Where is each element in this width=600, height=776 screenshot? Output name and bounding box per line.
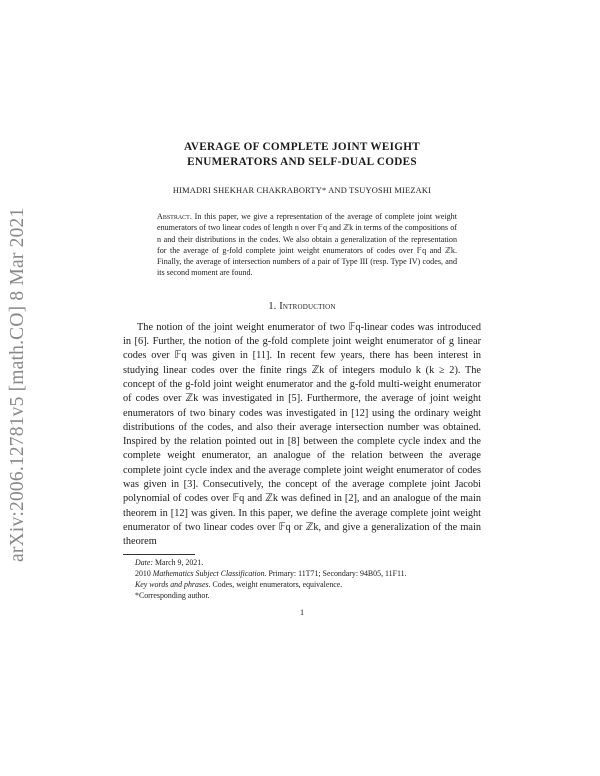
footnote-rule bbox=[123, 554, 195, 555]
title-line-1: AVERAGE OF COMPLETE JOINT WEIGHT bbox=[183, 141, 421, 153]
paper-title bbox=[123, 140, 481, 170]
section-number: 1. bbox=[268, 300, 277, 312]
keywords-value: Codes, weight enumerators, equivalence. bbox=[212, 579, 343, 589]
date-value: March 9, 2021. bbox=[154, 557, 204, 567]
title-line-2: ENUMERATORS AND SELF-DUAL CODES bbox=[187, 156, 417, 168]
msc-year: 2010 bbox=[135, 568, 151, 578]
msc-value: Primary: 11T71; Secondary: 94B05, 11F11. bbox=[268, 568, 407, 578]
msc-label: Mathematics Subject Classification. bbox=[152, 568, 267, 578]
arxiv-identifier: arXiv:2006.12781v5 [math.CO] 8 Mar 2021 bbox=[7, 207, 28, 562]
section-title: Introduction bbox=[279, 300, 336, 312]
footnote-keywords bbox=[123, 579, 481, 590]
body-paragraph: The notion of the joint weight enumerator of two 𝔽q-linear codes was introduced in [6]. Further, the notion of the g-fold complete joint weight enumerator of g linear codes over 𝔽q was given in [11]. In recent few years, there has been interest in studying linear codes over the finite rings ℤk of integers modulo k (k ≥ 2). The concept of the g-fold joint weight enumerator and the g-fold multi-weight enumerator of codes over ℤk was investigated in [5]. Furthermore, the average of joint weight enumerators of two binary codes was investigated in [12] using the ordinary weight distributions of the codes, and also their average intersection number was obtained. Inspired by the relation pointed out in [8] between the complete cycle index and the complete weight enumerator, an analogue of the relation between the average complete joint cycle index and the average complete joint weight enumerator of codes was given in [3]. Consecutively, the concept of the average complete joint Jacobi polynomial of codes over 𝔽q and ℤk was defined in [2], and an analogue of the main theorem in [12] was given. In this paper, we define the average complete joint weight enumerator of two linear codes over 𝔽q or ℤk, and give a generalization of the main theorem bbox=[123, 321, 481, 548]
footnote-date bbox=[123, 557, 481, 568]
paper-page bbox=[123, 140, 481, 617]
page-number: 1 bbox=[299, 607, 305, 617]
footnotes bbox=[123, 557, 481, 601]
footnote-msc bbox=[123, 568, 481, 579]
paper-authors: HIMADRI SHEKHAR CHAKRABORTY* AND TSUYOSHI MIEZAKI bbox=[172, 186, 432, 195]
footnote-corresponding: *Corresponding author. bbox=[135, 590, 210, 600]
abstract-label: Abstract. bbox=[157, 212, 192, 221]
abstract bbox=[157, 211, 457, 279]
abstract-text: In this paper, we give a representation of the average of complete joint weight enumerators of two linear codes of length n over 𝔽q and ℤk in terms of the compositions of n and their distributions in the codes. We also obtain a generalization of the representation for the average of g-fold complete joint weight enumerators of codes over 𝔽q and ℤk. Finally, the average of intersection numbers of a pair of Type III (resp. Type IV) codes, and its second moment are found. bbox=[157, 212, 457, 278]
section-heading bbox=[123, 301, 481, 312]
keywords-label: Key words and phrases. bbox=[135, 579, 211, 589]
date-label: Date: bbox=[135, 557, 153, 567]
